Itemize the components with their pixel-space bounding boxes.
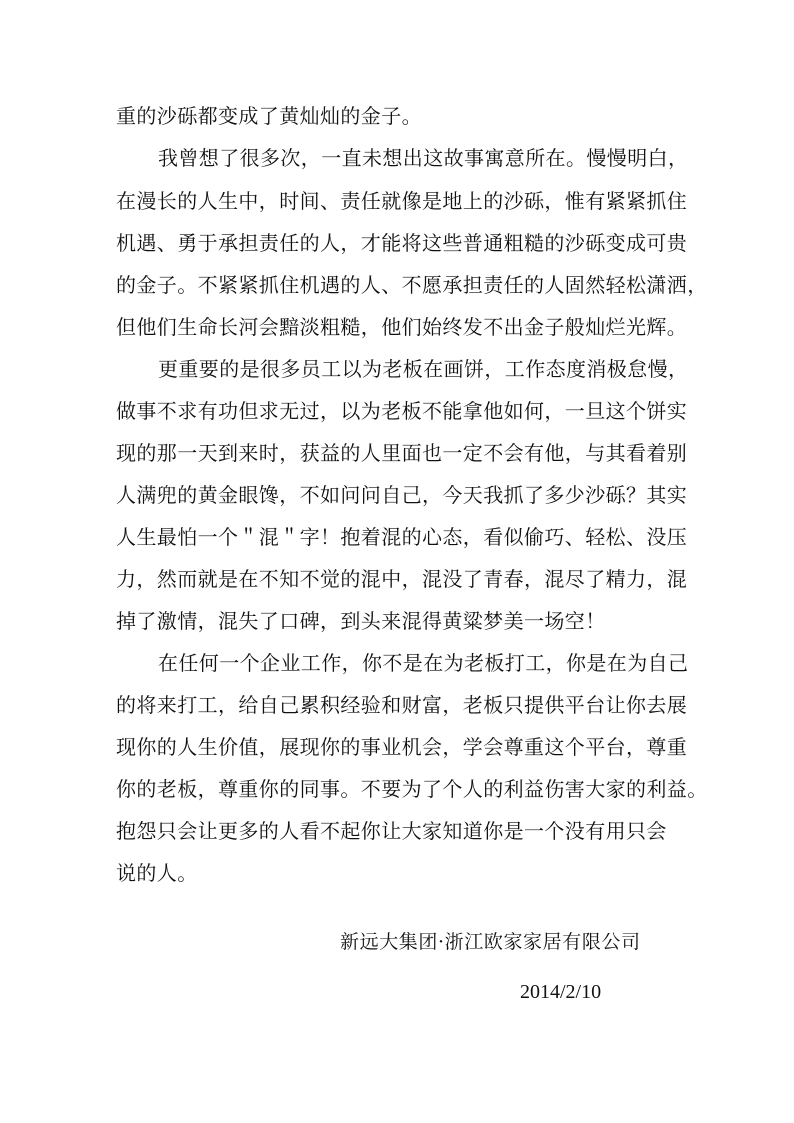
- paragraph-line: 在漫长的人生中，时间、责任就像是地上的沙砾，惟有紧紧抓住: [116, 189, 688, 213]
- paragraph-line: 机遇、勇于承担责任的人，才能将这些普通粗糙的沙砾变成可贵: [116, 231, 688, 255]
- signature: 新远大集团·浙江欧家家居有限公司: [340, 931, 641, 953]
- paragraph-line: 人满兜的黄金眼馋，不如问问自己，今天我抓了多少沙砾？其实: [116, 483, 688, 507]
- paragraph-line: 更重要的是很多员工以为老板在画饼，工作态度消极怠慢，: [158, 357, 689, 381]
- date: 2014/2/10: [520, 981, 602, 1003]
- paragraph-line: 在任何一个企业工作，你不是在为老板打工，你是在为自己: [158, 651, 689, 675]
- paragraph-line: 的金子。不紧紧抓住机遇的人、不愿承担责任的人固然轻松潇洒，: [116, 273, 708, 297]
- paragraph-line: 你的老板，尊重你的同事。不要为了个人的利益伤害大家的利益。: [116, 777, 708, 801]
- paragraph-line: 但他们生命长河会黯淡粗糙，他们始终发不出金子般灿烂光辉。: [116, 315, 688, 339]
- paragraph-line: 现的那一天到来时，获益的人里面也一定不会有他，与其看着别: [116, 441, 688, 465]
- paragraph-line: 的将来打工，给自己累积经验和财富，老板只提供平台让你去展: [116, 693, 688, 717]
- paragraph-line: 我曾想了很多次，一直未想出这故事寓意所在。慢慢明白，: [158, 146, 689, 170]
- paragraph-line: 重的沙砾都变成了黄灿灿的金子。: [116, 104, 422, 128]
- paragraph-line: 掉了激情，混失了口碑，到头来混得黄粱梦美一场空！: [116, 609, 606, 633]
- paragraph-line: 力，然而就是在不知不觉的混中，混没了青春，混尽了精力，混: [116, 567, 688, 591]
- paragraph-line: 现你的人生价值，展现你的事业机会，学会尊重这个平台，尊重: [116, 735, 688, 759]
- paragraph-line: 做事不求有功但求无过，以为老板不能拿他如何，一旦这个饼实: [116, 399, 688, 423]
- paragraph-line: 说的人。: [116, 861, 198, 885]
- paragraph-line: 抱怨只会让更多的人看不起你让大家知道你是一个没有用只会: [116, 819, 667, 843]
- paragraph-line: 人生最怕一个＂混＂字！抱着混的心态，看似偷巧、轻松、没压: [116, 525, 688, 549]
